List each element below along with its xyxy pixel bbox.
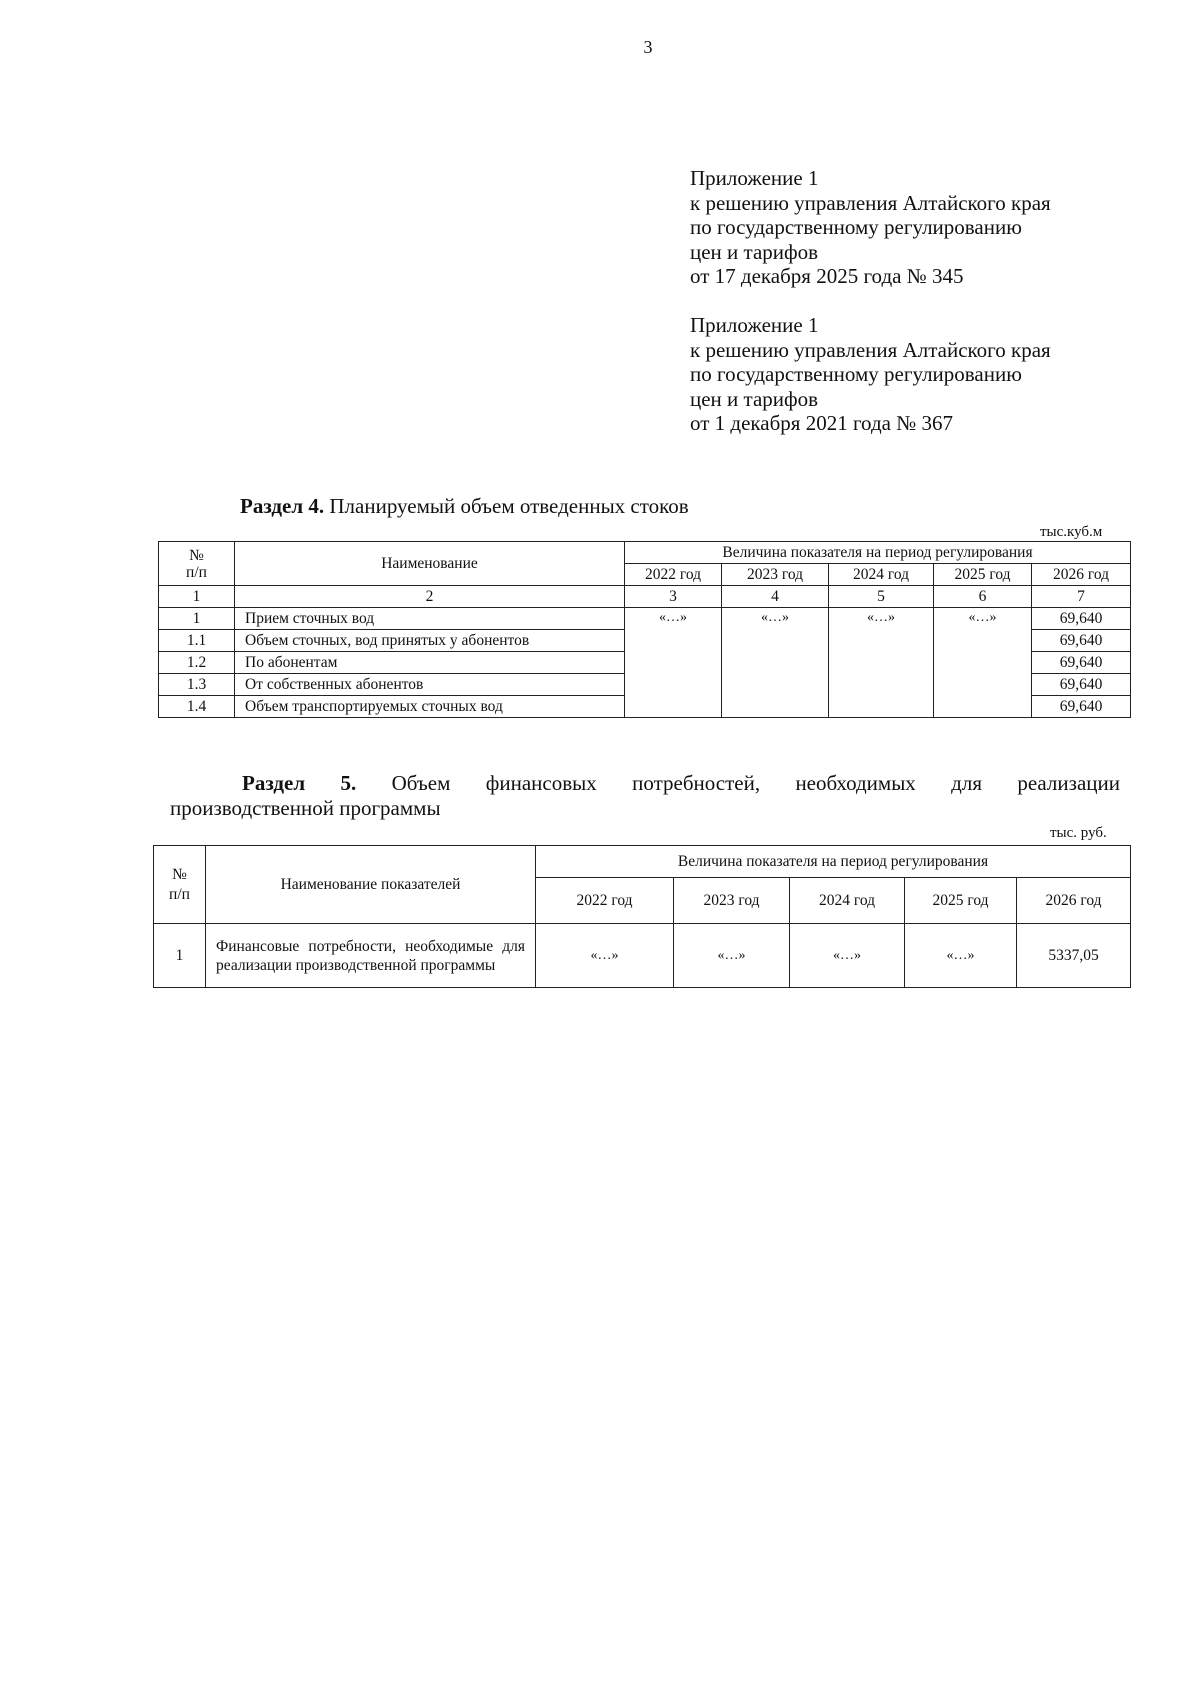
- row-value: «…»: [905, 924, 1017, 988]
- row-name: Объем транспортируемых сточных вод: [235, 696, 625, 718]
- row-name: Финансовые потребности, необходимые для реализации производственной программы: [206, 924, 536, 988]
- row-value: 5337,05: [1017, 924, 1131, 988]
- col-number: 2: [235, 586, 625, 608]
- row-value: «…»: [722, 608, 829, 718]
- row-value: 69,640: [1032, 608, 1131, 630]
- row-value: 69,640: [1032, 674, 1131, 696]
- col-number: 5: [829, 586, 934, 608]
- annex-line: от 17 декабря 2025 года № 345: [690, 264, 964, 288]
- col-number: 7: [1032, 586, 1131, 608]
- section4-title-text: Планируемый объем отведенных стоков: [324, 494, 689, 518]
- row-name: По абонентам: [235, 652, 625, 674]
- col-header-period: Величина показателя на период регулирования: [536, 846, 1131, 878]
- page-number: 3: [643, 37, 653, 57]
- row-value: «…»: [934, 608, 1032, 718]
- row-num: 1.4: [159, 696, 235, 718]
- annex-line: от 1 декабря 2021 года № 367: [690, 411, 953, 435]
- col-header-period: Величина показателя на период регулирования: [625, 542, 1131, 564]
- col-header-name: Наименование: [235, 542, 625, 586]
- row-value: «…»: [536, 924, 674, 988]
- col-header-num: № п/п: [154, 846, 206, 924]
- col-header-year: 2022 год: [536, 878, 674, 924]
- row-value: «…»: [829, 608, 934, 718]
- row-name: От собственных абонентов: [235, 674, 625, 696]
- table-row: [154, 924, 1131, 988]
- annex-line: цен и тарифов: [690, 386, 819, 411]
- section4-label: Раздел 4.: [240, 494, 325, 518]
- annex-line: Приложение 1: [690, 166, 819, 190]
- row-name: Объем сточных, вод принятых у абонентов: [235, 630, 625, 652]
- section5-title-line1: Объем финансовых потребностей, необходимых для реализации: [356, 771, 1120, 795]
- annex-line: цен и тарифов: [690, 239, 819, 264]
- col-number: 3: [625, 586, 722, 608]
- section5-table: [153, 845, 1131, 988]
- row-value: 69,640: [1032, 696, 1131, 718]
- row-value: 69,640: [1032, 652, 1131, 674]
- col-header-year: 2026 год: [1017, 878, 1131, 924]
- col-header-year: 2024 год: [829, 564, 934, 586]
- annex-line: по государственному регулированию: [690, 362, 1022, 386]
- section4-table: [158, 541, 1131, 718]
- col-header-year: 2022 год: [625, 564, 722, 586]
- row-value: «…»: [674, 924, 790, 988]
- row-num: 1: [154, 924, 206, 988]
- table-row: [159, 608, 1131, 630]
- section5-title-line2: производственной программы: [170, 796, 441, 820]
- section4-title: [240, 494, 689, 519]
- row-name: Прием сточных вод: [235, 608, 625, 630]
- col-number: 1: [159, 586, 235, 608]
- col-header-num: № п/п: [159, 542, 235, 586]
- annex-line: к решению управления Алтайского края: [690, 337, 1051, 362]
- section4-unit: тыс.куб.м: [1040, 524, 1103, 540]
- annex-block-current: [690, 166, 1051, 289]
- annex-line: по государственному регулированию: [690, 215, 1022, 239]
- col-header-year: 2026 год: [1032, 564, 1131, 586]
- col-header-name: Наименование показателей: [206, 846, 536, 924]
- col-number: 6: [934, 586, 1032, 608]
- col-header-year: 2023 год: [674, 878, 790, 924]
- row-num: 1: [159, 608, 235, 630]
- section5-unit: тыс. руб.: [1050, 825, 1107, 841]
- section5-label: Раздел 5.: [242, 771, 357, 795]
- annex-line: Приложение 1: [690, 313, 819, 337]
- annex-block-original: [690, 313, 1051, 436]
- row-num: 1.1: [159, 630, 235, 652]
- col-number: 4: [722, 586, 829, 608]
- col-header-year: 2023 год: [722, 564, 829, 586]
- row-value: 69,640: [1032, 630, 1131, 652]
- annex-line: к решению управления Алтайского края: [690, 190, 1051, 215]
- col-header-year: 2025 год: [905, 878, 1017, 924]
- col-header-year: 2025 год: [934, 564, 1032, 586]
- col-header-year: 2024 год: [790, 878, 905, 924]
- section5-title: [170, 771, 1120, 821]
- row-value: «…»: [625, 608, 722, 718]
- row-num: 1.3: [159, 674, 235, 696]
- row-value: «…»: [790, 924, 905, 988]
- row-num: 1.2: [159, 652, 235, 674]
